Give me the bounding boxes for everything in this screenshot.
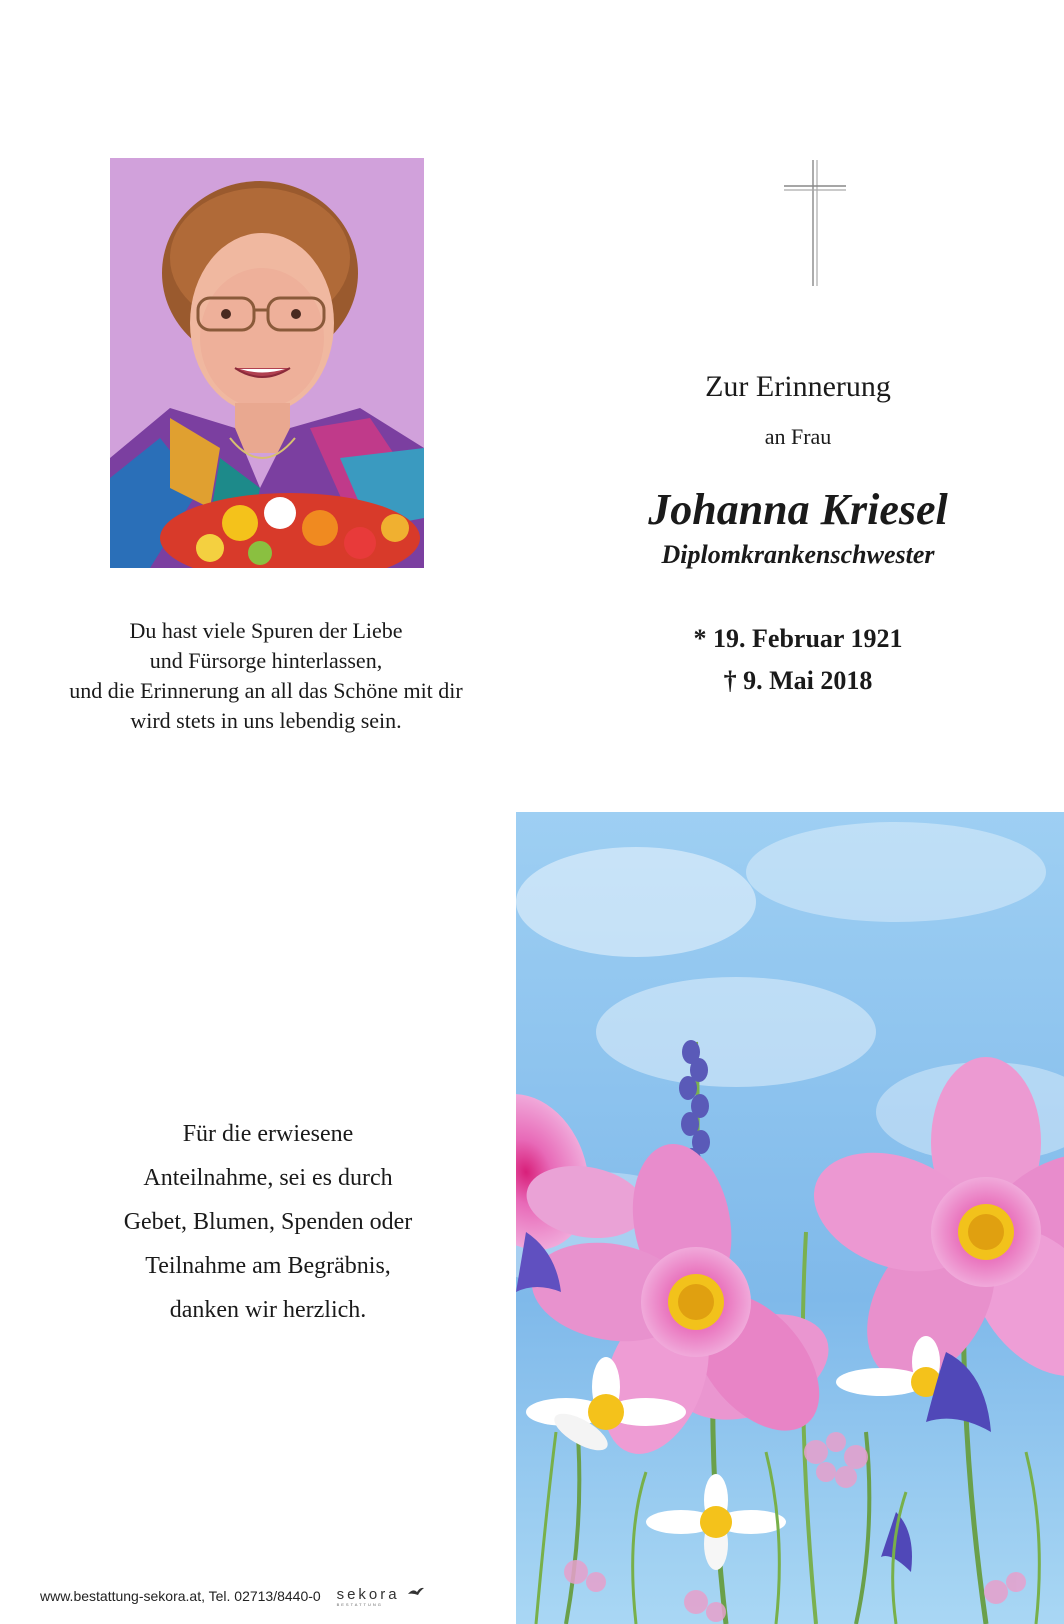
memory-subheading: an Frau — [764, 424, 832, 449]
birth-date: * 19. Februar 1921 — [693, 624, 903, 653]
flower-image — [516, 812, 1064, 1624]
thanks-line: Anteilnahme, sei es durch — [143, 1165, 393, 1191]
verse-text — [30, 616, 502, 736]
memory-heading: Zur Erinnerung — [705, 370, 891, 403]
card-inner-left — [0, 0, 532, 812]
verse-line: und die Erinnerung an all das Schöne mit dir — [69, 678, 463, 703]
thanks-line: Gebet, Blumen, Spenden oder — [123, 1209, 413, 1235]
deceased-name: Johanna Kriesel — [648, 485, 948, 534]
logo-subtext: BESTATTUNG — [336, 1602, 383, 1607]
thanks-line: danken wir herzlich. — [169, 1297, 367, 1323]
verse-line: und Fürsorge hinterlassen, — [149, 648, 383, 673]
funeral-home-logo — [336, 1586, 425, 1607]
thanks-line: Für die erwiesene — [182, 1121, 354, 1147]
verse-line: Du hast viele Spuren der Liebe — [129, 618, 403, 643]
footer — [40, 1588, 425, 1605]
thanks-text — [40, 1112, 496, 1332]
death-date: † 9. Mai 2018 — [723, 666, 873, 695]
verse-line: wird stets in uns lebendig sein. — [130, 708, 402, 733]
logo-text: sekora — [336, 1586, 400, 1603]
portrait-photo — [110, 158, 424, 568]
footer-contact: www.bestattung-sekora.at, Tel. 02713/8440-0 — [40, 1588, 321, 1604]
bird-icon — [407, 1586, 425, 1598]
deceased-profession: Diplomkrankenschwester — [661, 540, 935, 569]
thanks-line: Teilnahme am Begräbnis, — [145, 1253, 391, 1279]
cross-icon — [780, 158, 850, 288]
